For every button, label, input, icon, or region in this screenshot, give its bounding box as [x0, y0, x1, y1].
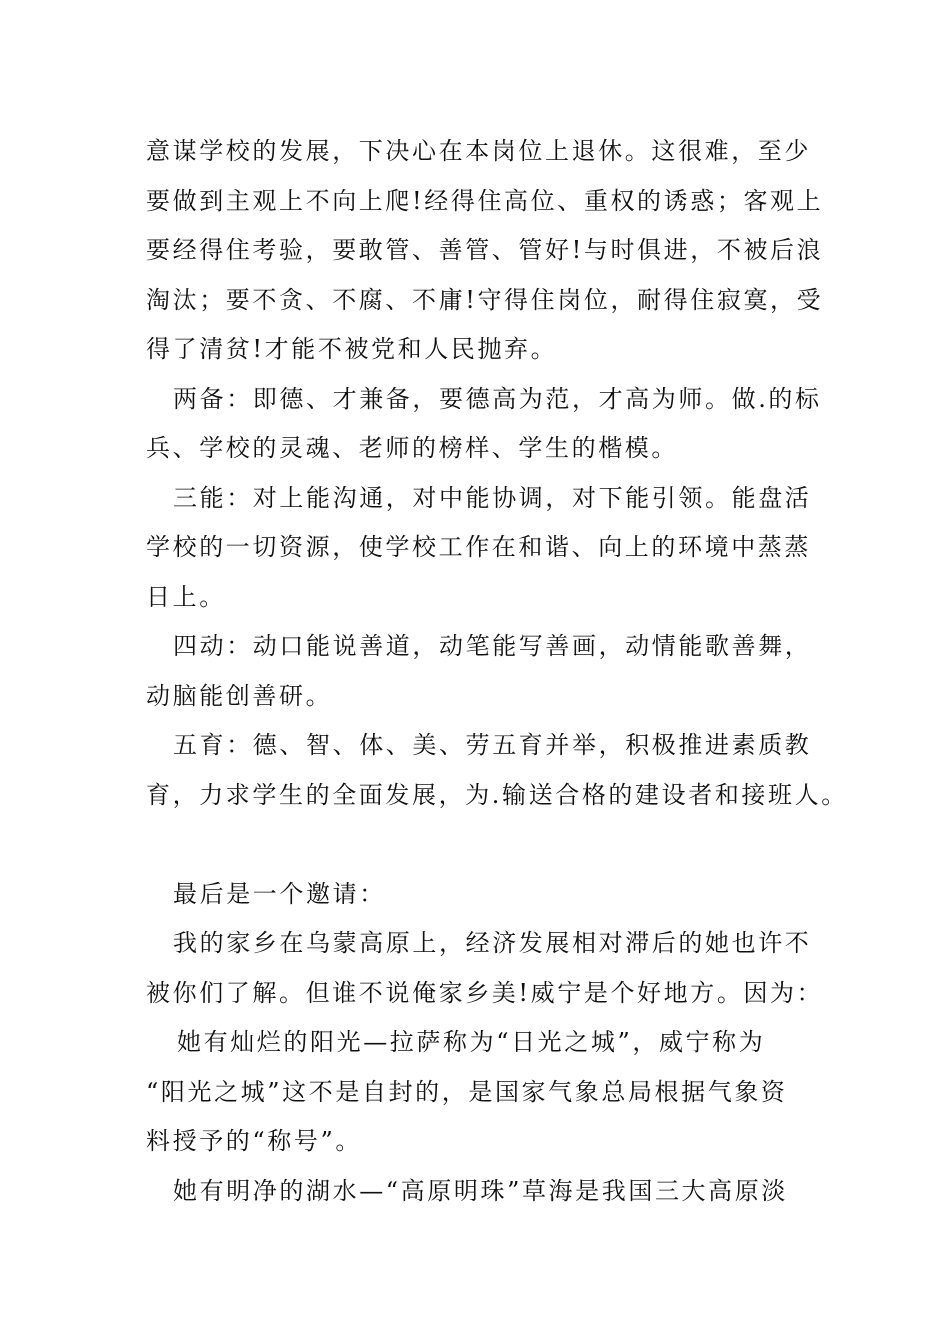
document-body [146, 127, 846, 1216]
text-line: 被你们了解。但谁不说俺家乡美!威宁是个好地方。因为： [146, 978, 824, 1007]
text-line: 料授予的“称号”。 [146, 1127, 362, 1155]
text-line: 日上。 [146, 582, 226, 611]
text-line: 三能：对上能沟通，对中能协调，对下能引领。能盘活 [173, 483, 812, 512]
text-line: 四动：动口能说善道，动笔能写善画，动情能歌善舞， [173, 632, 812, 660]
text-line: 得了清贫!才能不被党和人民抛弃。 [146, 335, 558, 363]
text-line: 五育：德、智、体、美、劳五育并举，积极推进素质教 [173, 731, 812, 759]
text-line: 最后是一个邀请： [173, 879, 386, 908]
text-line: “阳光之城”这不是自封的，是国家气象总局根据气象资 [146, 1077, 788, 1106]
text-line: 要经得住考验，要敢管、善管、管好!与时俱进，不被后浪 [146, 236, 824, 264]
text-line: 她有明净的湖水—“高原明珠”草海是我国三大高原淡 [173, 1176, 788, 1205]
text-line: 兵、学校的灵魂、老师的榜样、学生的楷模。 [146, 434, 678, 462]
text-line: 我的家乡在乌蒙高原上，经济发展相对滞后的她也许不 [173, 929, 812, 957]
text-line: 动脑能创善研。 [146, 681, 333, 710]
text-line: 两备：即德、才兼备，要德高为范，才高为师。做.的标 [173, 384, 822, 413]
paragraph-gap [146, 820, 846, 870]
text-line: 她有灿烂的阳光—拉萨称为“日光之城”，威宁称为 [177, 1028, 766, 1056]
text-line: 淘汰；要不贪、不腐、不庸!守得住岗位，耐得住寂寞，受 [146, 285, 824, 314]
text-line: 学校的一切资源，使学校工作在和谐、向上的环境中蒸蒸 [146, 533, 811, 561]
text-line: 要做到主观上不向上爬!经得住高位、重权的诱惑；客观上 [146, 186, 824, 215]
text-line: 育，力求学生的全面发展，为.输送合格的建设者和接班人。 [146, 780, 848, 809]
text-line: 意谋学校的发展，下决心在本岗位上退休。这很难，至少 [146, 137, 811, 165]
